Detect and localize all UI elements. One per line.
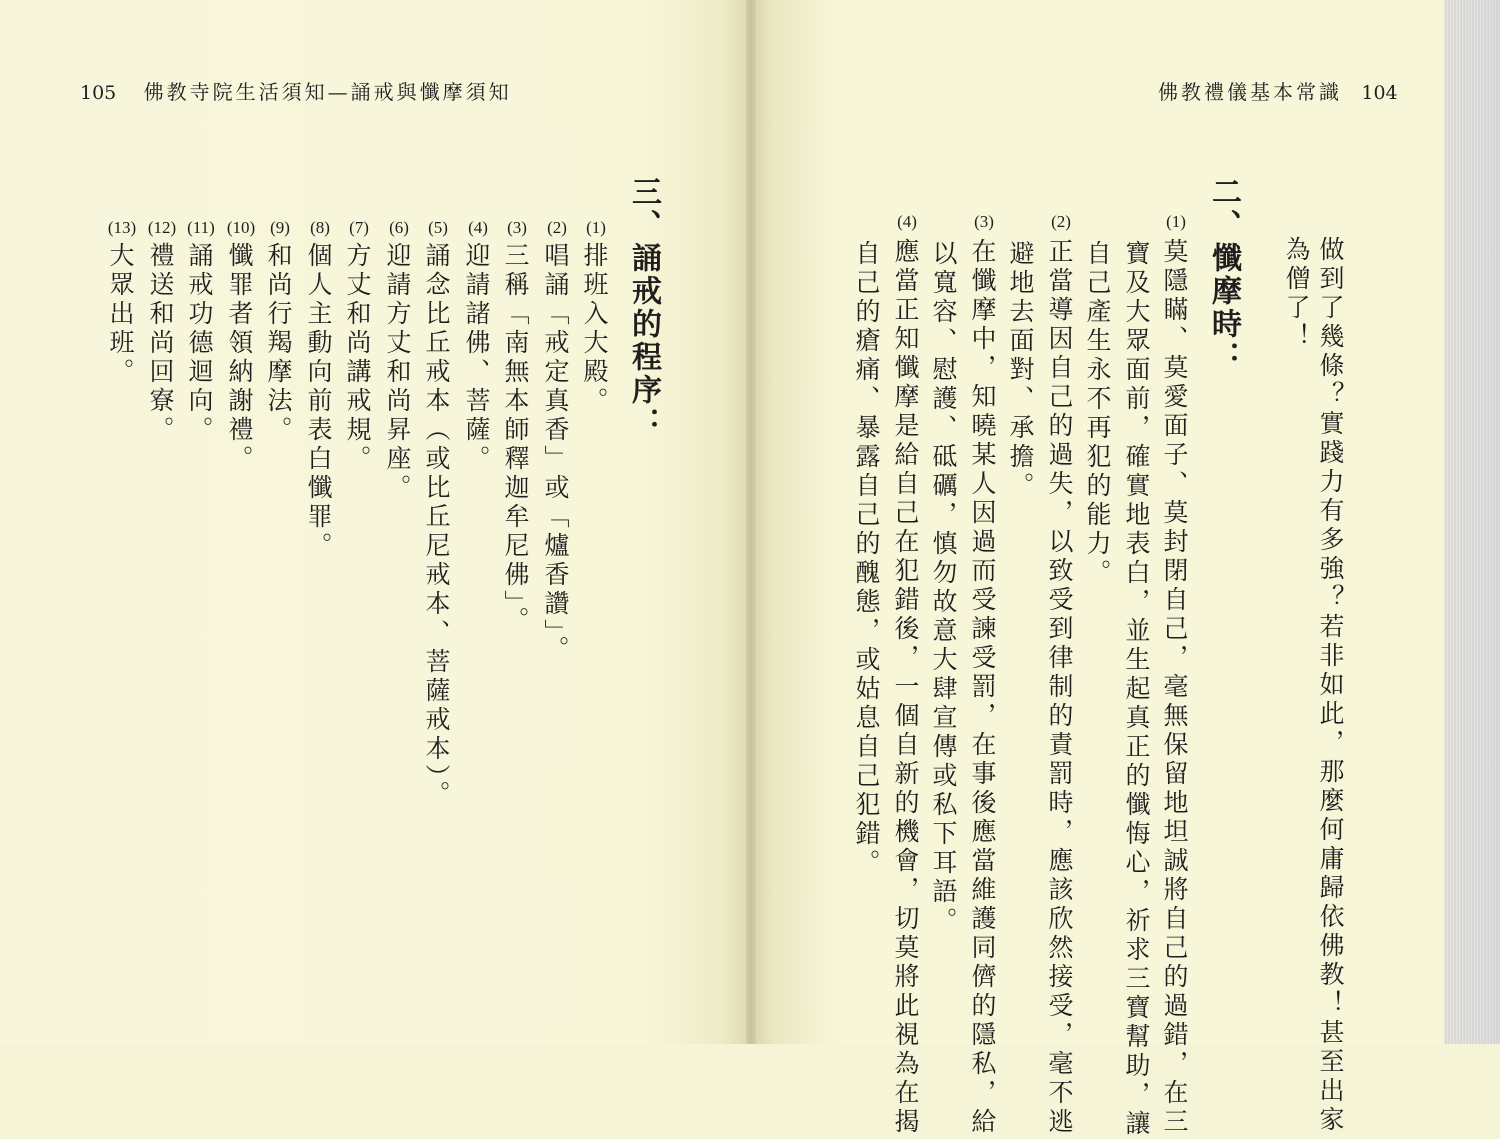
intro-line-1: 做到了幾條？實踐力有多強？若非如此，那麼何庸歸依佛教！甚至出家 bbox=[1316, 236, 1345, 1135]
item-text-line: 在懺摩中，知曉某人因過而受諫受罰，在事後應當維護同儕的隱私，給 bbox=[968, 238, 997, 1137]
item-text-line: 以寬容、慰護、砥礪，慎勿故意大肆宣傳或私下耳語。 bbox=[929, 240, 958, 936]
left-running-title: 佛教寺院生活須知—誦戒與懺摩須知 bbox=[143, 80, 512, 104]
right-running-title: 佛教禮儀基本常識 bbox=[1158, 80, 1342, 104]
step-text: 三稱「南無本師釋迦牟尼佛」。 bbox=[501, 242, 530, 636]
item-number: (2) bbox=[1051, 212, 1071, 231]
step-number: (1) bbox=[586, 218, 606, 237]
intro-line-2: 為僧了！ bbox=[1282, 236, 1311, 352]
step-text: 迎請諸佛、菩薩。 bbox=[462, 242, 491, 474]
step-number: (13) bbox=[107, 218, 137, 237]
item-text-line: 寶及大眾面前，確實地表白，並生起真正的懺悔心，祈求三寶幫助，讓 bbox=[1122, 240, 1151, 1139]
item-number: (3) bbox=[974, 212, 994, 231]
step-text: 唱誦「戒定真香」或「爐香讚」。 bbox=[541, 242, 570, 665]
left-page bbox=[0, 0, 752, 1044]
item-text-line: 自己的瘡痛、暴露自己的醜態，或姑息自己犯錯。 bbox=[852, 240, 881, 878]
item-number: (4) bbox=[897, 212, 917, 231]
step-text: 禮送和尚回寮。 bbox=[146, 242, 175, 445]
step-text: 排班入大殿。 bbox=[580, 242, 609, 416]
step-text: 和尚行羯摩法。 bbox=[264, 242, 293, 445]
item-number: (1) bbox=[1166, 212, 1186, 231]
right-page-header bbox=[1158, 76, 1398, 105]
right-section-heading: 二、懺摩時： bbox=[1206, 176, 1241, 374]
step-number: (12) bbox=[147, 218, 177, 237]
page-edges bbox=[1444, 0, 1500, 1044]
step-text: 方丈和尚講戒規。 bbox=[343, 242, 372, 474]
step-number: (7) bbox=[349, 218, 369, 237]
step-text: 迎請方丈和尚昇座。 bbox=[383, 242, 412, 503]
step-text: 個人主動向前表白懺罪。 bbox=[304, 242, 333, 561]
step-number: (10) bbox=[226, 218, 256, 237]
step-text: 誦念比丘戒本（或比丘尼戒本、菩薩戒本）。 bbox=[422, 242, 451, 810]
item-text-line: 正當導因自己的過失，以致受到律制的責罰時，應該欣然接受，毫不逃 bbox=[1045, 238, 1074, 1137]
left-page-number: 105 bbox=[80, 82, 117, 104]
step-number: (3) bbox=[507, 218, 527, 237]
item-text-line: 莫隱瞞、莫愛面子、莫封閉自己，毫無保留地坦誠將自己的過錯，在三 bbox=[1160, 238, 1189, 1137]
step-number: (8) bbox=[310, 218, 330, 237]
step-number: (11) bbox=[187, 218, 215, 237]
step-text: 懺罪者領納謝禮。 bbox=[225, 242, 254, 474]
left-page-header bbox=[80, 76, 512, 105]
step-text: 誦戒功德迴向。 bbox=[185, 242, 214, 445]
step-number: (2) bbox=[547, 218, 567, 237]
book-gutter bbox=[746, 0, 756, 1044]
item-text-line: 自己產生永不再犯的能力。 bbox=[1083, 240, 1112, 588]
step-number: (4) bbox=[468, 218, 488, 237]
item-text-line: 應當正知懺摩是給自己在犯錯後，一個自新的機會，切莫將此視為在揭 bbox=[891, 238, 920, 1137]
left-section-heading: 三、誦戒的程序： bbox=[626, 176, 661, 440]
step-number: (9) bbox=[270, 218, 290, 237]
step-number: (5) bbox=[428, 218, 448, 237]
step-text: 大眾出班。 bbox=[106, 242, 135, 387]
right-page-number: 104 bbox=[1361, 82, 1398, 104]
item-text-line: 避地去面對、承擔。 bbox=[1006, 240, 1035, 501]
step-number: (6) bbox=[389, 218, 409, 237]
